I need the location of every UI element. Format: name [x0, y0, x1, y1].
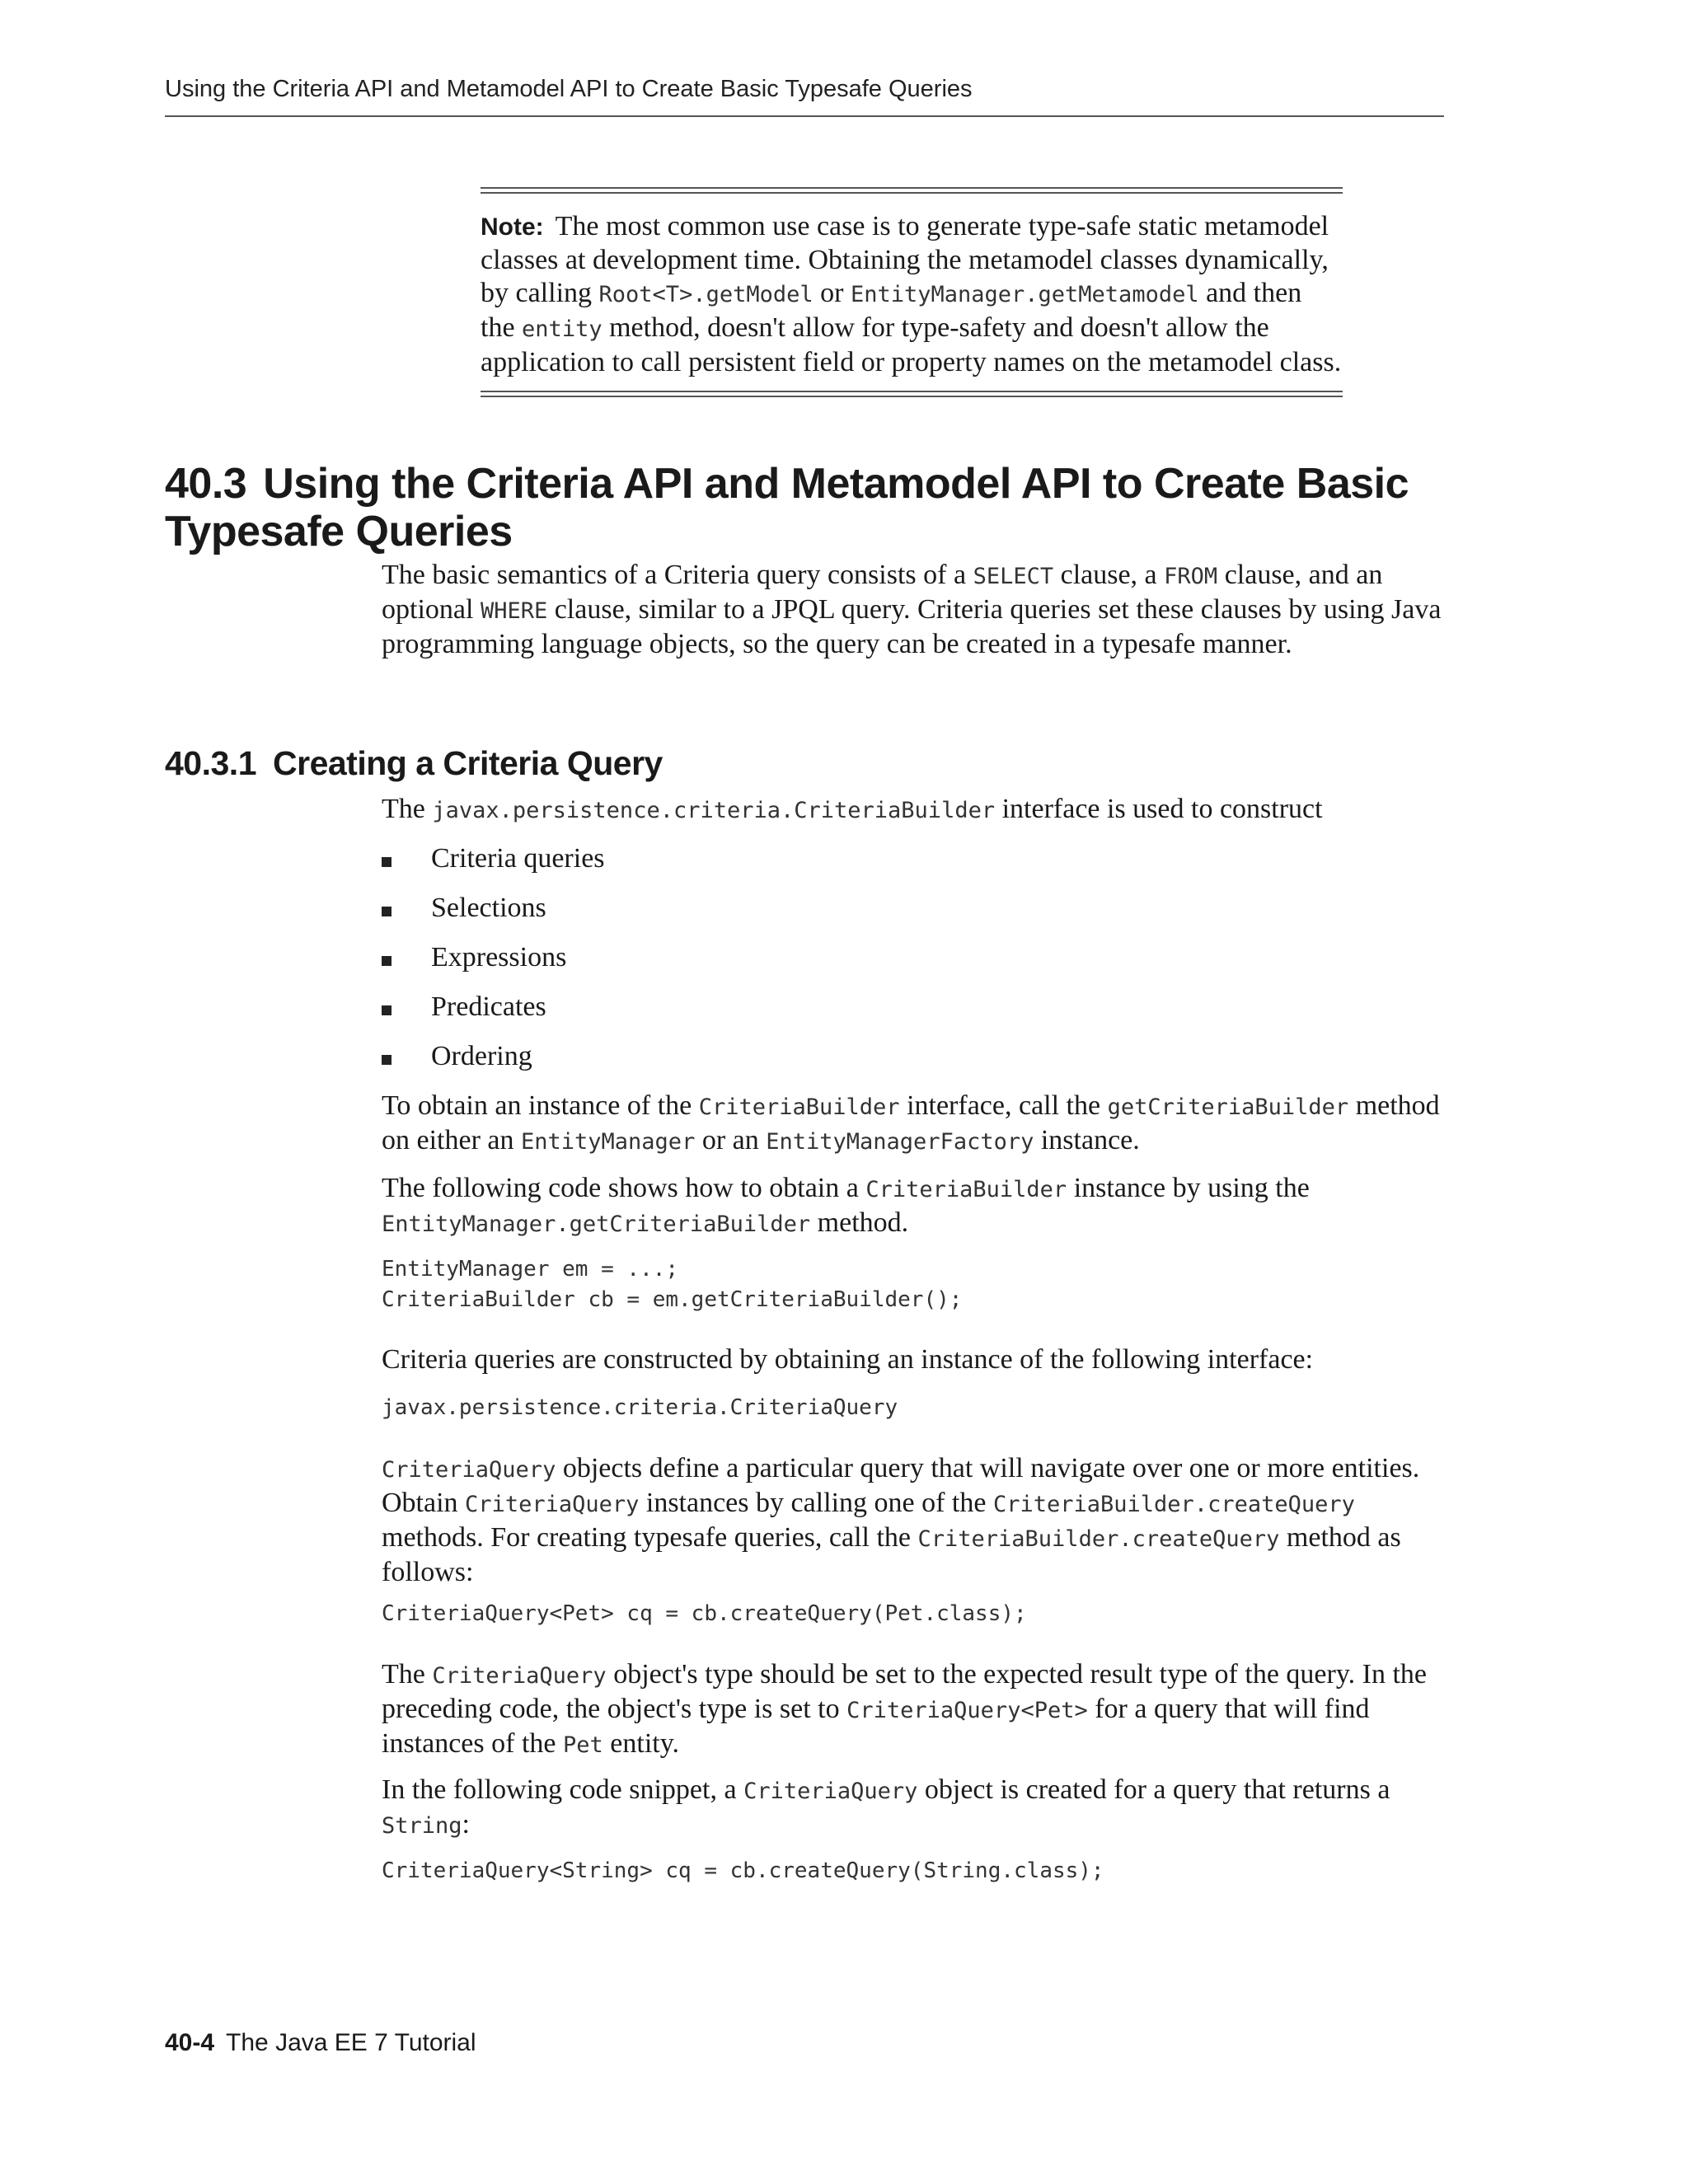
bullet-square-icon — [382, 857, 392, 867]
paragraph-obtain-instance — [382, 1090, 1453, 1159]
header-rule — [165, 115, 1444, 117]
bullet-square-icon — [382, 907, 392, 916]
running-header: Using the Criteria API and Metamodel API to Create Basic Typesafe Queries — [165, 76, 973, 102]
inline-code: CriteriaBuilder — [865, 1177, 1067, 1202]
text-part: clause, and an optional — [382, 560, 1383, 625]
text-part: The — [382, 794, 433, 824]
section-title: Using the Criteria API and Metamodel API to Create Basic Typesafe Queries — [165, 460, 1409, 555]
inline-code: FROM — [1164, 564, 1218, 589]
note-text-part: and then the — [481, 278, 1302, 343]
code-block-create-query-string — [382, 1856, 1104, 1886]
inline-code: CriteriaBuilder — [698, 1094, 900, 1120]
text-part: To obtain an instance of the — [382, 1090, 699, 1121]
inline-code: CriteriaBuilder.createQuery — [917, 1526, 1280, 1552]
text-part: method as follows: — [382, 1522, 1401, 1587]
inline-code: SELECT — [973, 564, 1054, 589]
list-item-label: Predicates — [431, 991, 546, 1022]
inline-code: getCriteriaBuilder — [1107, 1094, 1349, 1120]
note-text — [481, 194, 1343, 391]
list-item-label: Ordering — [431, 1041, 532, 1071]
list-item — [382, 842, 605, 892]
subsection-number: 40.3.1 — [165, 744, 256, 782]
inline-code: EntityManager — [521, 1129, 696, 1155]
inline-code: String — [382, 1813, 462, 1839]
code-block-create-query-pet — [382, 1599, 1027, 1629]
text-part: or an — [695, 1125, 767, 1155]
note-box — [481, 187, 1343, 397]
inline-code: CriteriaQuery — [382, 1457, 556, 1483]
paragraph-code-shows — [382, 1172, 1453, 1241]
section-heading — [165, 460, 1451, 555]
bullet-square-icon — [382, 1005, 392, 1015]
text-part: object's type should be set to the expected result type of the query. In the preceding code, the object's type is set to — [382, 1659, 1427, 1724]
book-title: The Java EE 7 Tutorial — [226, 2029, 476, 2056]
subsection-title: Creating a Criteria Query — [273, 744, 663, 782]
text-part: In the following code snippet, a — [382, 1774, 744, 1805]
list-item-label: Criteria queries — [431, 843, 605, 874]
inline-code: CriteriaQuery — [432, 1663, 607, 1689]
note-label: Note: — [481, 213, 544, 241]
inline-code: CriteriaQuery — [465, 1492, 640, 1517]
inline-code: CriteriaBuilder.createQuery — [992, 1492, 1355, 1517]
list-item — [382, 941, 605, 991]
text-part: instances by calling one of the — [639, 1488, 993, 1518]
paragraph-criteriabuilder-intro — [382, 793, 1453, 827]
text-part: entity. — [603, 1728, 680, 1759]
inline-code: javax.persistence.criteria.CriteriaBuilder — [432, 798, 996, 823]
code-block-entitymanager — [382, 1254, 962, 1315]
text-part: instance. — [1034, 1125, 1140, 1155]
text-part: interface, call the — [899, 1090, 1108, 1121]
text-part: interface is used to construct — [995, 794, 1323, 824]
text-part: object is created for a query that returns a — [917, 1774, 1390, 1805]
list-item — [382, 991, 605, 1040]
paragraph-criteriaquery-objects — [382, 1452, 1453, 1589]
text-part: The following code shows how to obtain a — [382, 1173, 866, 1203]
text-part: instance by using the — [1067, 1173, 1310, 1203]
text-part: objects define a particular query that will navigate over one or more entities. Obtain — [382, 1453, 1420, 1518]
bullet-square-icon — [382, 1055, 392, 1065]
text-part: for a query that will find instances of the — [382, 1694, 1370, 1759]
note-text-part: The most common use case is to generate type-safe static metamodel classes at development time. Obtaining the metamodel classes dynamically, by calling — [481, 211, 1329, 308]
text-part: method on either an — [382, 1090, 1440, 1155]
section-intro-paragraph — [382, 559, 1453, 661]
page-footer — [165, 2029, 476, 2057]
bullet-list — [382, 842, 605, 1090]
code-line: CriteriaQuery<String> cq = cb.createQuery(String.class); — [382, 1858, 1104, 1883]
bullet-square-icon — [382, 956, 392, 966]
paragraph-criteriaquery-type — [382, 1658, 1453, 1762]
text-part: method. — [810, 1207, 909, 1238]
page-number: 40-4 — [165, 2029, 215, 2056]
paragraph-string-snippet — [382, 1774, 1453, 1843]
list-item-label: Selections — [431, 893, 546, 923]
text-part: : — [462, 1809, 470, 1840]
code-line: javax.persistence.criteria.CriteriaQuery — [382, 1395, 898, 1420]
inline-code: CriteriaQuery — [743, 1779, 918, 1804]
code-line: CriteriaBuilder cb = em.getCriteriaBuilder(); — [382, 1287, 963, 1312]
inline-code: WHERE — [480, 598, 548, 624]
list-item-label: Expressions — [431, 942, 567, 972]
list-item — [382, 1040, 605, 1090]
text-part: methods. For creating typesafe queries, call the — [382, 1522, 918, 1553]
inline-code: EntityManagerFactory — [766, 1129, 1034, 1155]
inline-code: Pet — [563, 1732, 603, 1758]
code-line: EntityManager em = ...; — [382, 1257, 679, 1282]
note-bottom-rule — [481, 391, 1343, 397]
inline-code: entity — [522, 316, 603, 342]
list-item — [382, 892, 605, 941]
note-text-part: or — [813, 278, 851, 308]
note-text-part: method, doesn't allow for type-safety and doesn't allow the application to call persistent field or property names on the metamodel class. — [481, 312, 1342, 377]
note-top-rule — [481, 187, 1343, 194]
paragraph-criteria-queries-constructed — [382, 1343, 1453, 1376]
text-part: The — [382, 1659, 433, 1690]
inline-code: CriteriaQuery<Pet> — [846, 1698, 1088, 1723]
code-line: CriteriaQuery<Pet> cq = cb.createQuery(Pet.class); — [382, 1601, 1027, 1626]
inline-code: EntityManager.getMetamodel — [850, 282, 1199, 307]
inline-code: Root<T>.getModel — [598, 282, 814, 307]
section-number: 40.3 — [165, 460, 247, 508]
text-part: Criteria queries are constructed by obtaining an instance of the following interface: — [382, 1344, 1314, 1375]
text-part: clause, similar to a JPQL query. Criteria queries set these clauses by using Java programming language objects, so the query can be created in a typesafe manner. — [382, 594, 1442, 659]
text-part: clause, a — [1053, 560, 1165, 590]
code-block-criteriaquery-interface — [382, 1393, 898, 1423]
text-part: The basic semantics of a Criteria query consists of a — [382, 560, 973, 590]
inline-code: EntityManager.getCriteriaBuilder — [382, 1212, 811, 1237]
subsection-heading — [165, 744, 663, 783]
